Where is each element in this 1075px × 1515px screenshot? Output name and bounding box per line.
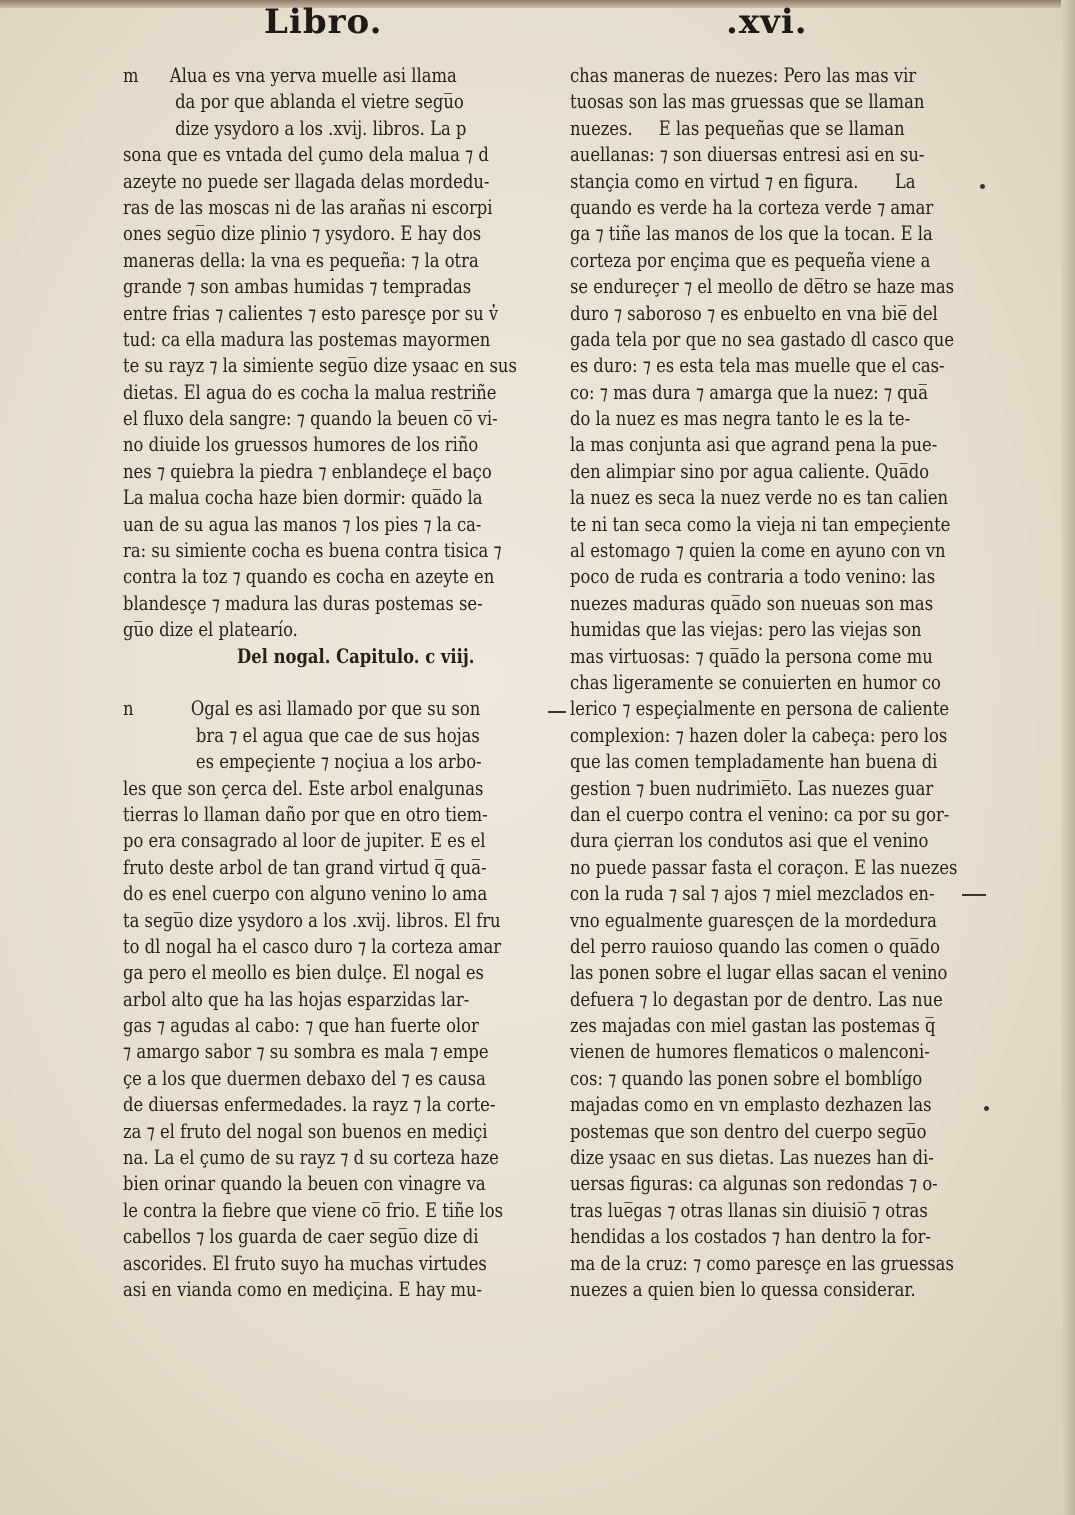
text-line: ascorides. El fruto suyo ha muchas virtudes — [123, 1251, 487, 1275]
folio-number: .xvi. — [726, 2, 808, 42]
text-line: uersas figuras: ca algunas son redondas ⁊ o- — [570, 1172, 938, 1196]
text-line: po era consagrado al loor de jupiter. E es el — [123, 829, 486, 853]
text-line: çe a los que duermen debaxo del ⁊ es causa — [123, 1066, 486, 1090]
text-line: to dl nogal ha el casco duro ⁊ la corteza amar — [123, 934, 502, 958]
text-line: zes majadas con miel gastan las postemas q̅ — [570, 1014, 936, 1038]
text-line: den alimpiar sino por agua caliente. Qua̅do — [570, 459, 930, 483]
page-top-edge — [0, 0, 1075, 8]
text-line: m Alua es vna yerva muelle asi llama — [123, 64, 457, 87]
text-line: no diuide los gruessos humores de los riño — [123, 433, 479, 457]
margin-mark — [980, 184, 985, 189]
text-line: na. La el çumo de su rayz ⁊ d su corteza haze — [123, 1146, 499, 1170]
text-line: nes ⁊ quiebra la piedra ⁊ enblandeçe el baço — [123, 459, 492, 483]
text-line: dan el cuerpo contra el venino: ca por su gor- — [570, 802, 950, 826]
running-head-left: Libro. — [264, 2, 383, 42]
text-line: del perro rauioso quando las comen o qua̅do — [570, 934, 941, 958]
text-line: do es enel cuerpo con alguno venino lo ama — [123, 882, 488, 906]
text-line: ma de la cruz: ⁊ como paresçe en las gruessas — [570, 1251, 954, 1275]
text-line: de diuersas enfermedades. la rayz ⁊ la corte- — [123, 1093, 496, 1117]
text-line: dize ysaac en sus dietas. Las nuezes han di- — [570, 1146, 934, 1170]
text-line: cos: ⁊ quando las ponen sobre el bomblígo — [570, 1066, 923, 1090]
text-line: ga ⁊ tiñe las manos de los que la tocan. E la — [570, 222, 933, 246]
text-line: defuera ⁊ lo degastan por de dentro. Las nue — [570, 987, 943, 1011]
text-line: da por que ablanda el vietre segu̅o — [123, 90, 464, 114]
text-line: do la nuez es mas negra tanto le es la te- — [570, 407, 911, 431]
text-line: dura çierran los condutos asi que el venino — [570, 829, 929, 853]
text-line: chas maneras de nuezes: Pero las mas vir — [570, 64, 917, 87]
text-line: La malua cocha haze bien dormir: qua̅do la — [123, 486, 483, 510]
margin-mark — [962, 894, 986, 896]
text-line: gada tela por que no sea gastado dl casco que — [570, 327, 955, 351]
text-line: hendidas a los costados ⁊ han dentro la for- — [570, 1225, 931, 1249]
left-text-column — [123, 63, 592, 1303]
text-line: ra: su simiente cocha es buena contra tisica ⁊ — [123, 539, 502, 563]
text-line: vienen de humores flematicos o malenconi- — [570, 1040, 930, 1064]
text-line: duro ⁊ saboroso ⁊ es enbuelto en vna bie̅ del — [570, 301, 938, 325]
text-line: gu̅o dize el platearío. — [123, 618, 298, 642]
text-line: que las comen templadamente han buena di — [570, 750, 938, 774]
text-line: majadas como en vn emplasto dezhazen las — [570, 1093, 932, 1117]
text-line: n Ogal es asi llamado por que su son — [123, 697, 481, 721]
text-line: gas ⁊ agudas al cabo: ⁊ que han fuerte olor — [123, 1014, 479, 1038]
text-line: ones segu̅o dize plinio ⁊ ysydoro. E hay dos — [123, 222, 482, 246]
text-line: azeyte no puede ser llagada delas mordedu- — [123, 169, 490, 193]
text-line: mas virtuosas: ⁊ qua̅do la persona come mu — [570, 644, 933, 668]
text-line: humidas que las viejas: pero las viejas son — [570, 618, 922, 642]
text-line: stançia como en virtud ⁊ en figura. La — [570, 169, 916, 193]
text-line: sona que es vntada del çumo dela malua ⁊ d — [123, 143, 489, 167]
text-line: bra ⁊ el agua que cae de sus hojas — [123, 723, 480, 747]
margin-mark — [548, 711, 566, 713]
text-line: quando es verde ha la corteza verde ⁊ amar — [570, 195, 934, 219]
text-line: uan de su agua las manos ⁊ los pies ⁊ la ca- — [123, 512, 482, 536]
text-line — [123, 670, 517, 696]
margin-mark — [984, 1106, 989, 1111]
text-line: maneras della: la vna es pequeña: ⁊ la otra — [123, 248, 479, 272]
text-line: za ⁊ el fruto del nogal son buenos en mediçi — [123, 1119, 488, 1143]
text-line: tud: ca ella madura las postemas mayormen — [123, 327, 491, 351]
text-line: gestion ⁊ buen nudrimie̅to. Las nuezes guar — [570, 776, 934, 800]
text-line: les que son çerca del. Este arbol enalgunas — [123, 776, 484, 800]
text-line: contra la toz ⁊ quando es cocha en azeyte en — [123, 565, 495, 589]
text-line: tierras lo llaman daño por que en otro tiem- — [123, 802, 488, 826]
text-line: ga pero el meollo es bien dulçe. El nogal es — [123, 961, 484, 985]
text-line: le contra la fiebre que viene co̅ frio. E tiñe los — [123, 1198, 504, 1222]
text-line: co: ⁊ mas dura ⁊ amarga que la nuez: ⁊ qua̅ — [570, 380, 929, 404]
text-line: tras lue̅gas ⁊ otras llanas sin diuisio̅ ⁊ otras — [570, 1198, 928, 1222]
text-line: con la ruda ⁊ sal ⁊ ajos ⁊ miel mezclados en- — [570, 882, 935, 906]
text-line: chas ligeramente se conuierten en humor co — [570, 670, 941, 694]
text-line: complexion: ⁊ hazen doler la cabeça: pero los — [570, 723, 948, 747]
text-line: ta segu̅o dize ysydoro a los .xvij. libros. El fru — [123, 908, 501, 932]
text-line: nuezes maduras qua̅do son nueuas son mas — [570, 591, 934, 615]
text-line: poco de ruda es contraria a todo venino: las — [570, 565, 936, 589]
text-line: vno egualmente guaresçen de la mordedura — [570, 908, 937, 932]
text-line: nuezes. E las pequeñas que se llaman — [570, 116, 905, 140]
text-line: la nuez es seca la nuez verde no es tan calien — [570, 486, 949, 510]
text-line: asi en vianda como en mediçina. E hay mu- — [123, 1277, 483, 1301]
text-line: arbol alto que ha las hojas esparzidas lar- — [123, 987, 470, 1011]
text-line: corteza por ençima que es pequeña viene a — [570, 248, 931, 272]
text-line: blandesçe ⁊ madura las duras postemas se- — [123, 591, 483, 615]
text-line: las ponen sobre el lugar ellas sacan el venino — [570, 961, 948, 985]
text-line: Del nogal. Capitulo. c viij. — [123, 644, 475, 668]
page-right-edge — [1061, 0, 1075, 1515]
text-line: ras de las moscas ni de las arañas ni escorpi — [123, 195, 493, 219]
text-line: dize ysydoro a los .xvij. libros. La p — [123, 116, 467, 140]
text-line: ⁊ amargo sabor ⁊ su sombra es mala ⁊ empe — [123, 1040, 489, 1064]
text-line: cabellos ⁊ los guarda de caer segu̅o dize di — [123, 1225, 479, 1249]
text-line: no puede passar fasta el coraçon. E las nuezes — [570, 855, 958, 879]
text-line: auellanas: ⁊ son diuersas entresi asi en su- — [570, 143, 925, 167]
text-line: dietas. El agua do es cocha la malua restriñe — [123, 380, 497, 404]
text-line: se endureçer ⁊ el meollo de de̅tro se haze mas — [570, 275, 955, 299]
text-line: te ni tan seca como la vieja ni tan empeçiente — [570, 512, 951, 536]
text-line: grande ⁊ son ambas humidas ⁊ tempradas — [123, 275, 472, 299]
text-line: nuezes a quien bien lo quessa considerar. — [570, 1277, 916, 1301]
text-line: es empeçiente ⁊ noçiua a los arbo- — [123, 750, 482, 774]
text-line: es duro: ⁊ es esta tela mas muelle que el cas- — [570, 354, 945, 378]
text-line: postemas que son dentro del cuerpo segu̅o — [570, 1119, 927, 1143]
text-line: tuosas son las mas gruessas que se llaman — [570, 90, 925, 114]
text-line: fruto deste arbol de tan grand virtud q̅ qua̅- — [123, 855, 487, 879]
text-line: entre frias ⁊ calientes ⁊ esto paresçe por su v̓ — [123, 301, 499, 325]
text-line: bien orinar quando la beuen con vinagre va — [123, 1172, 486, 1196]
right-text-column — [570, 63, 1031, 1303]
text-line: al estomago ⁊ quien la come en ayuno con vn — [570, 539, 946, 563]
text-line: te su rayz ⁊ la simiente segu̅o dize ysaac en sus — [123, 354, 517, 378]
text-line: el fluxo dela sangre: ⁊ quando la beuen co̅ vi- — [123, 407, 498, 431]
text-line: la mas conjunta asi que agrand pena la pue- — [570, 433, 938, 457]
text-line: lerico ⁊ espeçialmente en persona de caliente — [570, 697, 950, 721]
